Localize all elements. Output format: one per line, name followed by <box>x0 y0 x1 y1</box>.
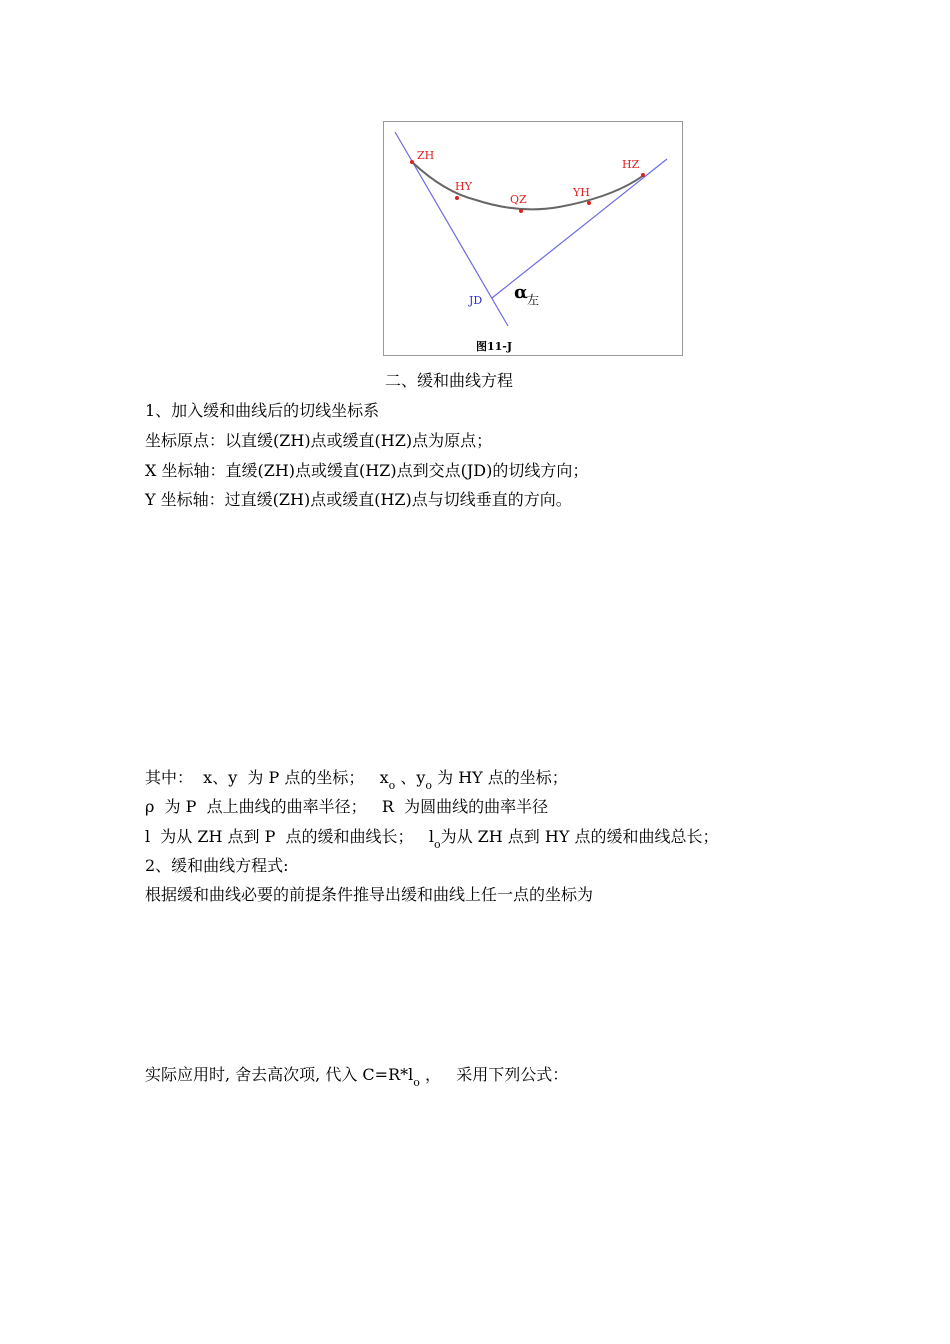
def-y0-sub: o <box>425 779 433 792</box>
def-l0-sub: o <box>433 838 441 851</box>
tangent-system-heading: 1、加入缓和曲线后的切线坐标系 <box>145 401 380 420</box>
figure-caption: 图11-J <box>476 340 513 353</box>
application-a: 实际应用时, 舍去高次项, 代入 C=R*l <box>145 1065 414 1084</box>
origin-definition: 坐标原点：以直缓(ZH)点或缓直(HZ)点为原点； <box>145 431 493 450</box>
angle-symbol: α <box>514 282 528 303</box>
def-y0: 、y <box>395 768 426 787</box>
point-qz-marker <box>519 209 523 213</box>
curve-diagram <box>384 122 684 357</box>
def-l: l 为从 ZH 点到 P 点的缓和曲线长； l <box>145 827 434 846</box>
point-yh-marker <box>587 201 591 205</box>
point-zh-marker <box>410 160 414 164</box>
def-hy: 为 HY 点的坐标； <box>432 768 568 787</box>
tangent-line-right <box>492 159 667 298</box>
radius-definitions: ρ 为 P 点上曲线的曲率半径； R 为圆曲线的曲率半径 <box>145 797 549 816</box>
label-hy: HY <box>455 180 472 193</box>
angle-subscript: 左 <box>527 293 540 307</box>
equation-text: 根据缓和曲线必要的前提条件推导出缓和曲线上任一点的坐标为 <box>145 885 594 904</box>
application-text <box>145 1064 568 1088</box>
equation-heading: 2、缓和曲线方程式: <box>145 856 289 875</box>
section-title: 二、缓和曲线方程 <box>385 371 514 390</box>
length-definitions <box>145 826 719 850</box>
point-hz-marker <box>641 173 645 177</box>
y-axis-definition: Y 坐标轴：过直缓(ZH)点或缓直(HZ)点与切线垂直的方向。 <box>145 490 572 509</box>
label-yh: YH <box>573 186 590 199</box>
coordinate-definitions <box>145 767 568 791</box>
point-hy-marker <box>455 196 459 200</box>
label-qz: QZ <box>510 193 527 206</box>
label-zh: ZH <box>417 149 435 162</box>
def-x0-sub: o <box>388 779 396 792</box>
transition-curve <box>412 162 644 209</box>
application-b: ， 采用下列公式： <box>419 1065 569 1084</box>
x-axis-definition: X 坐标轴：直缓(ZH)点或缓直(HZ)点到交点(JD)的切线方向； <box>145 461 589 480</box>
application-sub: o <box>413 1076 420 1089</box>
label-hz: HZ <box>622 158 640 171</box>
def-l0: 为从 ZH 点到 HY 点的缓和曲线总长； <box>440 827 719 846</box>
label-jd: JD <box>469 294 483 307</box>
curve-figure <box>383 121 683 356</box>
def-xy: 其中： x、y 为 P 点的坐标； x <box>145 768 389 787</box>
